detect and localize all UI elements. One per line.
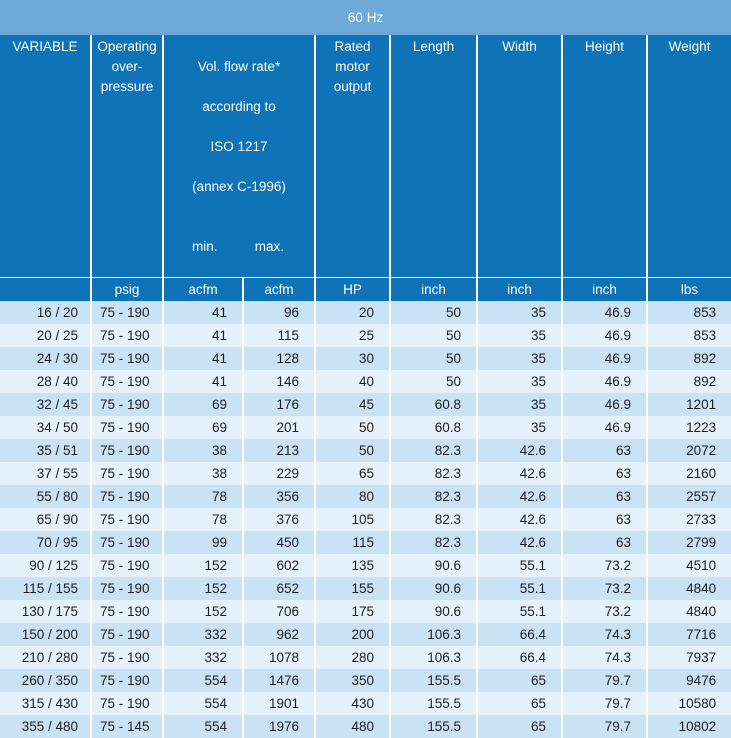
cell-flow-min: 41 [163,324,243,347]
cell-flow-max: 450 [243,531,315,554]
cell-length: 60.8 [390,416,477,439]
cell-width: 35 [477,393,562,416]
cell-height: 73.2 [562,600,647,623]
cell-power: 50 [315,439,390,462]
cell-weight: 4840 [647,577,731,600]
cell-height: 63 [562,508,647,531]
cell-flow-min: 78 [163,508,243,531]
table-row [0,508,731,531]
cell-weight: 4510 [647,554,731,577]
cell-variable: 20 / 25 [0,324,91,347]
cell-pressure: 75 - 190 [91,370,163,393]
cell-weight: 4840 [647,600,731,623]
cell-variable: 210 / 280 [0,646,91,669]
cell-variable: 90 / 125 [0,554,91,577]
cell-height: 46.9 [562,347,647,370]
cell-width: 42.6 [477,485,562,508]
cell-width: 42.6 [477,531,562,554]
header-height: Height [562,35,647,278]
cell-flow-min: 554 [163,692,243,715]
cell-power: 20 [315,301,390,324]
table-body [0,301,731,738]
cell-power: 65 [315,462,390,485]
cell-weight: 7716 [647,623,731,646]
cell-power: 200 [315,623,390,646]
cell-width: 42.6 [477,439,562,462]
cell-variable: 130 / 175 [0,600,91,623]
cell-width: 66.4 [477,623,562,646]
cell-width: 65 [477,692,562,715]
cell-flow-max: 229 [243,462,315,485]
cell-height: 63 [562,531,647,554]
header-flow-max: max. [254,239,284,254]
unit-variable [0,278,91,301]
unit-height: inch [562,278,647,301]
cell-power: 80 [315,485,390,508]
cell-flow-min: 41 [163,301,243,324]
table-row [0,531,731,554]
cell-length: 82.3 [390,485,477,508]
cell-flow-min: 38 [163,439,243,462]
cell-width: 35 [477,301,562,324]
cell-width: 35 [477,370,562,393]
cell-length: 82.3 [390,531,477,554]
table-row [0,370,731,393]
cell-flow-max: 176 [243,393,315,416]
table-row [0,324,731,347]
unit-length: inch [390,278,477,301]
header-pressure: Operating over- pressure [91,35,163,278]
cell-variable: 34 / 50 [0,416,91,439]
table-row [0,416,731,439]
cell-weight: 853 [647,301,731,324]
cell-length: 106.3 [390,646,477,669]
cell-length: 82.3 [390,508,477,531]
cell-flow-max: 652 [243,577,315,600]
cell-variable: 260 / 350 [0,669,91,692]
cell-variable: 28 / 40 [0,370,91,393]
cell-height: 63 [562,439,647,462]
cell-pressure: 75 - 190 [91,301,163,324]
cell-pressure: 75 - 190 [91,485,163,508]
cell-length: 50 [390,324,477,347]
cell-width: 66.4 [477,646,562,669]
cell-variable: 37 / 55 [0,462,91,485]
cell-width: 55.1 [477,577,562,600]
cell-power: 45 [315,393,390,416]
cell-pressure: 75 - 190 [91,692,163,715]
table-row [0,600,731,623]
table-row [0,485,731,508]
cell-width: 65 [477,715,562,738]
cell-height: 46.9 [562,324,647,347]
header-length: Length [390,35,477,278]
header-power: Rated motor output [315,35,390,278]
cell-flow-max: 128 [243,347,315,370]
cell-pressure: 75 - 190 [91,462,163,485]
cell-height: 46.9 [562,393,647,416]
cell-flow-max: 1476 [243,669,315,692]
cell-height: 79.7 [562,692,647,715]
unit-flow-max: acfm [243,278,315,301]
cell-weight: 9476 [647,669,731,692]
cell-length: 90.6 [390,554,477,577]
cell-height: 79.7 [562,669,647,692]
header-flow: Vol. flow rate* according to ISO 1217 (annex C-1996) min. max. [163,35,315,278]
cell-flow-max: 213 [243,439,315,462]
cell-flow-min: 152 [163,600,243,623]
cell-height: 46.9 [562,301,647,324]
cell-length: 90.6 [390,600,477,623]
cell-flow-max: 356 [243,485,315,508]
cell-weight: 2072 [647,439,731,462]
cell-height: 73.2 [562,554,647,577]
cell-flow-max: 146 [243,370,315,393]
cell-variable: 16 / 20 [0,301,91,324]
cell-flow-min: 69 [163,416,243,439]
table-row [0,646,731,669]
cell-variable: 35 / 51 [0,439,91,462]
cell-flow-max: 706 [243,600,315,623]
cell-flow-max: 376 [243,508,315,531]
cell-power: 40 [315,370,390,393]
cell-length: 82.3 [390,439,477,462]
cell-pressure: 75 - 190 [91,577,163,600]
cell-power: 430 [315,692,390,715]
cell-weight: 892 [647,347,731,370]
table-row [0,669,731,692]
cell-power: 155 [315,577,390,600]
cell-flow-max: 962 [243,623,315,646]
cell-length: 155.5 [390,715,477,738]
cell-weight: 2160 [647,462,731,485]
cell-flow-min: 152 [163,577,243,600]
table-row [0,393,731,416]
cell-length: 82.3 [390,462,477,485]
cell-height: 46.9 [562,416,647,439]
cell-weight: 853 [647,324,731,347]
cell-variable: 115 / 155 [0,577,91,600]
cell-height: 73.2 [562,577,647,600]
cell-variable: 24 / 30 [0,347,91,370]
cell-weight: 10802 [647,715,731,738]
cell-flow-min: 554 [163,715,243,738]
cell-flow-max: 201 [243,416,315,439]
cell-flow-min: 332 [163,623,243,646]
cell-width: 42.6 [477,462,562,485]
cell-flow-min: 554 [163,669,243,692]
cell-length: 90.6 [390,577,477,600]
table-row [0,347,731,370]
cell-pressure: 75 - 190 [91,646,163,669]
table-row [0,462,731,485]
cell-flow-min: 152 [163,554,243,577]
cell-weight: 10580 [647,692,731,715]
cell-variable: 32 / 45 [0,393,91,416]
unit-pressure: psig [91,278,163,301]
cell-power: 105 [315,508,390,531]
cell-height: 46.9 [562,370,647,393]
cell-length: 50 [390,301,477,324]
cell-pressure: 75 - 190 [91,669,163,692]
cell-power: 135 [315,554,390,577]
cell-pressure: 75 - 190 [91,623,163,646]
cell-length: 155.5 [390,669,477,692]
cell-pressure: 75 - 190 [91,393,163,416]
cell-weight: 1223 [647,416,731,439]
cell-length: 50 [390,347,477,370]
cell-power: 175 [315,600,390,623]
cell-width: 35 [477,416,562,439]
cell-height: 63 [562,462,647,485]
unit-width: inch [477,278,562,301]
cell-flow-max: 115 [243,324,315,347]
cell-height: 74.3 [562,646,647,669]
cell-pressure: 75 - 190 [91,324,163,347]
cell-pressure: 75 - 190 [91,531,163,554]
cell-power: 280 [315,646,390,669]
table-row [0,715,731,738]
header-weight: Weight [647,35,731,278]
cell-flow-min: 69 [163,393,243,416]
cell-flow-min: 78 [163,485,243,508]
cell-width: 55.1 [477,554,562,577]
cell-flow-max: 1078 [243,646,315,669]
cell-flow-min: 41 [163,370,243,393]
cell-power: 350 [315,669,390,692]
cell-weight: 892 [647,370,731,393]
cell-width: 65 [477,669,562,692]
frequency-label: 60 Hz [0,0,731,35]
cell-weight: 2557 [647,485,731,508]
table-row [0,439,731,462]
table-row [0,577,731,600]
cell-weight: 7937 [647,646,731,669]
cell-flow-min: 99 [163,531,243,554]
cell-width: 42.6 [477,508,562,531]
cell-variable: 65 / 90 [0,508,91,531]
cell-power: 115 [315,531,390,554]
unit-flow-min: acfm [163,278,243,301]
cell-power: 30 [315,347,390,370]
cell-variable: 55 / 80 [0,485,91,508]
table-row [0,692,731,715]
cell-pressure: 75 - 190 [91,416,163,439]
unit-power: HP [315,278,390,301]
cell-pressure: 75 - 190 [91,600,163,623]
cell-width: 55.1 [477,600,562,623]
cell-height: 79.7 [562,715,647,738]
cell-flow-max: 1901 [243,692,315,715]
cell-flow-max: 96 [243,301,315,324]
header-variable: VARIABLE [0,35,91,278]
cell-flow-min: 41 [163,347,243,370]
cell-power: 25 [315,324,390,347]
cell-power: 50 [315,416,390,439]
cell-flow-max: 602 [243,554,315,577]
cell-variable: 315 / 430 [0,692,91,715]
cell-height: 74.3 [562,623,647,646]
cell-pressure: 75 - 190 [91,347,163,370]
table-row [0,623,731,646]
cell-width: 35 [477,347,562,370]
cell-variable: 70 / 95 [0,531,91,554]
cell-length: 50 [390,370,477,393]
cell-weight: 1201 [647,393,731,416]
cell-pressure: 75 - 190 [91,554,163,577]
cell-power: 480 [315,715,390,738]
table-row [0,554,731,577]
header-flow-min: min. [192,239,218,254]
cell-pressure: 75 - 190 [91,439,163,462]
cell-weight: 2733 [647,508,731,531]
header-width: Width [477,35,562,278]
cell-pressure: 75 - 145 [91,715,163,738]
cell-width: 35 [477,324,562,347]
table-row [0,301,731,324]
cell-length: 155.5 [390,692,477,715]
cell-flow-min: 332 [163,646,243,669]
cell-variable: 150 / 200 [0,623,91,646]
cell-length: 60.8 [390,393,477,416]
unit-weight: lbs [647,278,731,301]
cell-height: 63 [562,485,647,508]
cell-pressure: 75 - 190 [91,508,163,531]
cell-variable: 355 / 480 [0,715,91,738]
cell-weight: 2799 [647,531,731,554]
cell-length: 106.3 [390,623,477,646]
cell-flow-max: 1976 [243,715,315,738]
cell-flow-min: 38 [163,462,243,485]
